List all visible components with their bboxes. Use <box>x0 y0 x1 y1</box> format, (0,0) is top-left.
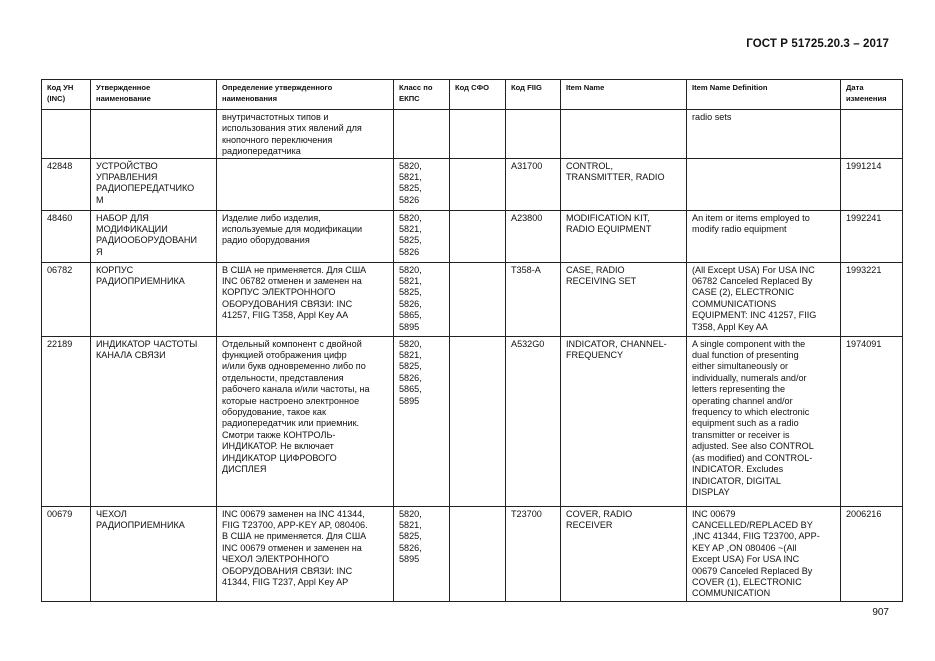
item-definition-cell: INC 00679 CANCELLED/REPLACED BY ,INC 41344, FIIG T23700, APP- KEY AP ,ON 080406 ~(All Except USA) For USA INC 00679 Canceled Replaced By COVER (1), ELECTRONIC COMMUNICATION <box>687 506 841 601</box>
column-header-item-definition: Item Name Definition <box>687 80 841 110</box>
definition-cell: внутричастотных типов и использования этих явлений для кнопочного переключения радиопередатчика <box>217 110 394 159</box>
column-header-inc: Код УН (INC) <box>42 80 91 110</box>
sfo-cell <box>450 506 506 601</box>
class-cell: 5820, 5821, 5825, 5826 <box>394 210 450 262</box>
item-name-cell: MODIFICATION KIT, RADIO EQUIPMENT <box>561 210 687 262</box>
column-header-approved-name: Утвержденное наименование <box>91 80 217 110</box>
definition-cell <box>217 158 394 210</box>
item-definition-cell: An item or items employed to modify radio equipment <box>687 210 841 262</box>
classification-table <box>41 79 903 602</box>
inc-cell: 42848 <box>42 158 91 210</box>
class-cell: 5820, 5821, 5825, 5826 <box>394 158 450 210</box>
table-header-row <box>42 80 903 110</box>
fiig-cell <box>506 110 561 159</box>
sfo-cell <box>450 158 506 210</box>
item-definition-cell: A single component with the dual function of presenting either simultaneously or individually, numerals and/or letters representing the operating channel and/or frequency to which electronic equipment such as a radio transmitter or receiver is adjusted. See also CONTROL (as modified) and CONTROL- INDICATOR. Excludes INDICATOR, DIGITAL DISPLAY <box>687 336 841 506</box>
fiig-cell: T23700 <box>506 506 561 601</box>
inc-cell: 48460 <box>42 210 91 262</box>
definition-cell: Изделие либо изделия, используемые для модификации радио оборудования <box>217 210 394 262</box>
sfo-cell <box>450 210 506 262</box>
class-cell: 5820, 5821, 5825, 5826, 5865, 5895 <box>394 336 450 506</box>
class-cell: 5820, 5821, 5825, 5826, 5895 <box>394 506 450 601</box>
inc-cell: 06782 <box>42 262 91 336</box>
date-cell: 1992241 <box>841 210 903 262</box>
item-name-cell: COVER, RADIO RECEIVER <box>561 506 687 601</box>
table-row <box>42 262 903 336</box>
item-name-cell: CONTROL, TRANSMITTER, RADIO <box>561 158 687 210</box>
approved-name-cell: УСТРОЙСТВО УПРАВЛЕНИЯ РАДИОПЕРЕДАТЧИКО М <box>91 158 217 210</box>
date-cell <box>841 110 903 159</box>
sfo-cell <box>450 110 506 159</box>
definition-cell: Отдельный компонент с двойной функцией отображения цифр и/или букв одновременно либо по отдельности, представления рабочего канала и/или частоты, на которые настроено электронное оборудование, такое как радиопередатчик или приемник. Смотри также КОНТРОЛЬ- ИНДИКАТОР. Не включает ИНДИКАТОР ЦИФРОВОГО ДИСПЛЕЯ <box>217 336 394 506</box>
approved-name-cell: КОРПУС РАДИОПРИЕМНИКА <box>91 262 217 336</box>
item-definition-cell: radio sets <box>687 110 841 159</box>
inc-cell: 00679 <box>42 506 91 601</box>
approved-name-cell <box>91 110 217 159</box>
inc-cell <box>42 110 91 159</box>
sfo-cell <box>450 336 506 506</box>
item-name-cell <box>561 110 687 159</box>
inc-cell: 22189 <box>42 336 91 506</box>
date-cell: 2006216 <box>841 506 903 601</box>
sfo-cell <box>450 262 506 336</box>
table-row <box>42 210 903 262</box>
class-cell: 5820, 5821, 5825, 5826, 5865, 5895 <box>394 262 450 336</box>
item-definition-cell <box>687 158 841 210</box>
item-definition-cell: (All Except USA) For USA INC 06782 Canceled Replaced By CASE (2), ELECTRONIC COMMUNICATIONS EQUIPMENT: INC 41257, FIIG T358, Appl Key AA <box>687 262 841 336</box>
fiig-cell: A23800 <box>506 210 561 262</box>
table-row <box>42 336 903 506</box>
column-header-fiig: Код FIIG <box>506 80 561 110</box>
column-header-date: Дата изменения <box>841 80 903 110</box>
column-header-sfo: Код СФО <box>450 80 506 110</box>
definition-cell: INC 00679 заменен на INC 41344, FIIG T23700, APP-KEY AP, 080406. В США не применяется. Для США INC 00679 отменен и заменен на ЧЕХОЛ ЭЛЕКТРОННОГО ОБОРУДОВАНИЯ СВЯЗИ: INC 41344, FIIG T237, Appl Key AP <box>217 506 394 601</box>
table-row <box>42 110 903 159</box>
table-row <box>42 506 903 601</box>
fiig-cell: A532G0 <box>506 336 561 506</box>
date-cell: 1974091 <box>841 336 903 506</box>
definition-cell: В США не применяется. Для США INC 06782 отменен и заменен на КОРПУС ЭЛЕКТРОННОГО ОБОРУДОВАНИЯ СВЯЗИ: INC 41257, FIIG T358, Appl Key AA <box>217 262 394 336</box>
approved-name-cell: НАБОР ДЛЯ МОДИФИКАЦИИ РАДИООБОРУДОВАНИ Я <box>91 210 217 262</box>
approved-name-cell: ИНДИКАТОР ЧАСТОТЫ КАНАЛА СВЯЗИ <box>91 336 217 506</box>
fiig-cell: A31700 <box>506 158 561 210</box>
document-header: ГОСТ Р 51725.20.3 – 2017 <box>746 38 889 50</box>
table-row <box>42 158 903 210</box>
fiig-cell: T358-A <box>506 262 561 336</box>
column-header-item-name: Item Name <box>561 80 687 110</box>
column-header-definition: Определение утвержденного наименования <box>217 80 394 110</box>
date-cell: 1991214 <box>841 158 903 210</box>
item-name-cell: CASE, RADIO RECEIVING SET <box>561 262 687 336</box>
page-number: 907 <box>872 607 889 618</box>
date-cell: 1993221 <box>841 262 903 336</box>
approved-name-cell: ЧЕХОЛ РАДИОПРИЕМНИКА <box>91 506 217 601</box>
column-header-class: Класс по ЕКПС <box>394 80 450 110</box>
class-cell <box>394 110 450 159</box>
item-name-cell: INDICATOR, CHANNEL- FREQUENCY <box>561 336 687 506</box>
